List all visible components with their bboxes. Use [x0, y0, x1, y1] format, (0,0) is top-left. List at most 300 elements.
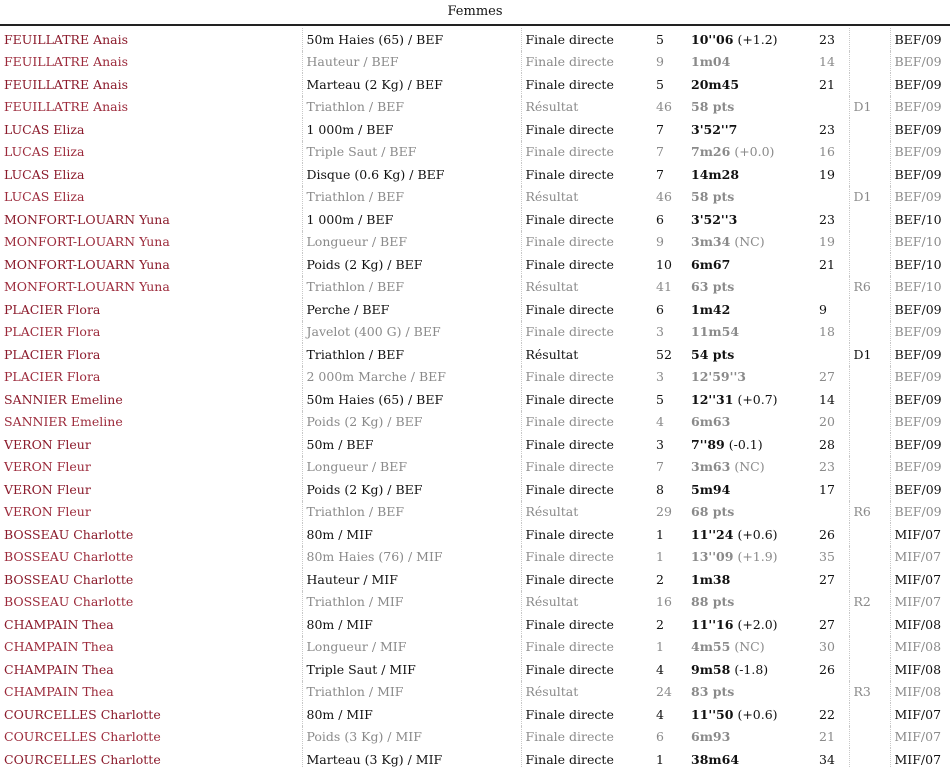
points-cell	[815, 681, 849, 704]
level-cell	[849, 163, 890, 186]
table-row	[0, 186, 950, 209]
round-cell: Résultat	[525, 504, 579, 520]
performance-cell	[687, 501, 815, 524]
athlete-name-link[interactable]: LUCAS Eliza	[0, 186, 302, 209]
place-cell: 6	[656, 301, 664, 317]
table-row	[0, 141, 950, 164]
round-cell: Résultat	[525, 594, 579, 610]
points-cell: 27	[815, 568, 849, 591]
event-cell: Triathlon / MIF	[302, 681, 521, 704]
event-cell: Triathlon / BEF	[302, 276, 521, 299]
round-cell: Finale directe	[525, 121, 614, 137]
place-cell: 4	[656, 661, 664, 677]
place-cell: 29	[656, 504, 672, 520]
round-cell: Finale directe	[525, 549, 614, 565]
performance-cell	[687, 231, 815, 254]
event-cell: Triathlon / BEF	[302, 501, 521, 524]
results-body	[0, 28, 950, 768]
level-cell: D1	[849, 186, 890, 209]
points-cell: 27	[815, 366, 849, 389]
event-cell: Triathlon / MIF	[302, 591, 521, 614]
event-cell: Marteau (2 Kg) / BEF	[302, 73, 521, 96]
category-cell: MIF/08	[894, 616, 942, 632]
performance-cell	[687, 478, 815, 501]
level-cell	[849, 456, 890, 479]
performance-value: 3m63	[691, 459, 731, 475]
level-cell	[849, 253, 890, 276]
performance-cell	[687, 636, 815, 659]
table-row	[0, 343, 950, 366]
round-cell: Finale directe	[525, 706, 614, 722]
performance-value: 58 pts	[691, 99, 735, 115]
table-row	[0, 366, 950, 389]
athlete-name-link[interactable]: BOSSEAU Charlotte	[0, 546, 302, 569]
category-cell: BEF/10	[894, 211, 942, 227]
round-cell: Finale directe	[525, 414, 614, 430]
performance-cell	[687, 141, 815, 164]
level-cell: D1	[849, 343, 890, 366]
athlete-name-link[interactable]: PLACIER Flora	[0, 298, 302, 321]
athlete-name-link[interactable]: MONFORT-LOUARN Yuna	[0, 276, 302, 299]
category-cell: MIF/07	[894, 706, 942, 722]
athlete-name-link[interactable]: PLACIER Flora	[0, 321, 302, 344]
athlete-name-link[interactable]: CHAMPAIN Thea	[0, 681, 302, 704]
wind-value: (+0.6)	[737, 526, 778, 542]
performance-value: 38m64	[691, 751, 740, 767]
place-cell: 6	[656, 729, 664, 745]
level-cell	[849, 658, 890, 681]
points-cell: 26	[815, 523, 849, 546]
category-cell: BEF/09	[894, 414, 942, 430]
level-cell	[849, 546, 890, 569]
performance-cell	[687, 51, 815, 74]
place-cell: 5	[656, 76, 664, 92]
place-cell: 5	[656, 391, 664, 407]
category-cell: BEF/09	[894, 459, 942, 475]
category-cell: MIF/07	[894, 549, 942, 565]
points-cell: 19	[815, 163, 849, 186]
points-cell: 23	[815, 208, 849, 231]
wind-value: (-0.1)	[728, 436, 763, 452]
category-cell: BEF/09	[894, 76, 942, 92]
athlete-name-link[interactable]: SANNIER Emeline	[0, 411, 302, 434]
performance-cell	[687, 28, 815, 51]
round-cell: Finale directe	[525, 166, 614, 182]
category-cell: MIF/07	[894, 526, 942, 542]
athlete-name-link[interactable]: MONFORT-LOUARN Yuna	[0, 253, 302, 276]
table-row	[0, 163, 950, 186]
results-table	[0, 28, 950, 768]
level-cell	[849, 523, 890, 546]
performance-cell	[687, 118, 815, 141]
level-cell	[849, 298, 890, 321]
performance-value: 7m26	[691, 144, 731, 160]
athlete-name-link[interactable]: PLACIER Flora	[0, 343, 302, 366]
performance-cell	[687, 726, 815, 749]
performance-cell	[687, 523, 815, 546]
performance-value: 12'59''3	[691, 369, 746, 385]
round-cell: Finale directe	[525, 571, 614, 587]
table-row	[0, 96, 950, 119]
round-cell: Finale directe	[525, 526, 614, 542]
event-cell: Triple Saut / MIF	[302, 658, 521, 681]
level-cell	[849, 366, 890, 389]
wind-value: (-1.8)	[734, 661, 769, 677]
event-cell: 50m / BEF	[302, 433, 521, 456]
place-cell: 16	[656, 594, 672, 610]
points-cell: 23	[815, 456, 849, 479]
athlete-name-link[interactable]: SANNIER Emeline	[0, 388, 302, 411]
table-row	[0, 208, 950, 231]
place-cell: 46	[656, 99, 672, 115]
wind-value: (+1.2)	[737, 31, 778, 47]
level-cell	[849, 636, 890, 659]
performance-value: 11''24	[691, 526, 734, 542]
wind-value: (NC)	[734, 459, 765, 475]
points-cell: 17	[815, 478, 849, 501]
table-row	[0, 703, 950, 726]
level-cell	[849, 433, 890, 456]
performance-value: 6m67	[691, 256, 731, 272]
table-row	[0, 28, 950, 51]
place-cell: 5	[656, 31, 664, 47]
event-cell: Poids (3 Kg) / MIF	[302, 726, 521, 749]
points-cell	[815, 501, 849, 524]
athlete-name-link[interactable]: FEUILLATRE Anais	[0, 73, 302, 96]
round-cell: Finale directe	[525, 256, 614, 272]
performance-value: 12''31	[691, 391, 734, 407]
place-cell: 7	[656, 144, 664, 160]
table-row	[0, 636, 950, 659]
athlete-name-link[interactable]: FEUILLATRE Anais	[0, 96, 302, 119]
table-row	[0, 411, 950, 434]
event-cell: Poids (2 Kg) / BEF	[302, 411, 521, 434]
athlete-name-link[interactable]: FEUILLATRE Anais	[0, 28, 302, 51]
table-row	[0, 501, 950, 524]
round-cell: Finale directe	[525, 729, 614, 745]
performance-cell	[687, 681, 815, 704]
performance-value: 5m94	[691, 481, 731, 497]
athlete-name-link[interactable]: VERON Fleur	[0, 433, 302, 456]
performance-cell	[687, 658, 815, 681]
table-row	[0, 118, 950, 141]
points-cell	[815, 96, 849, 119]
place-cell: 8	[656, 481, 664, 497]
category-cell: MIF/08	[894, 661, 942, 677]
round-cell: Finale directe	[525, 211, 614, 227]
round-cell: Finale directe	[525, 324, 614, 340]
place-cell: 1	[656, 751, 664, 767]
level-cell	[849, 51, 890, 74]
wind-value: (NC)	[734, 639, 765, 655]
wind-value: (+1.9)	[737, 549, 778, 565]
category-cell: BEF/09	[894, 436, 942, 452]
round-cell: Finale directe	[525, 436, 614, 452]
performance-cell	[687, 186, 815, 209]
wind-value: (+2.0)	[737, 616, 778, 632]
category-cell: BEF/09	[894, 504, 942, 520]
performance-value: 1m42	[691, 301, 731, 317]
table-row	[0, 478, 950, 501]
level-cell: D1	[849, 96, 890, 119]
round-cell: Finale directe	[525, 144, 614, 160]
performance-cell	[687, 321, 815, 344]
place-cell: 3	[656, 369, 664, 385]
level-cell: R6	[849, 501, 890, 524]
category-cell: BEF/09	[894, 346, 942, 362]
performance-value: 1m38	[691, 571, 731, 587]
round-cell: Finale directe	[525, 751, 614, 767]
category-cell: BEF/09	[894, 301, 942, 317]
table-row	[0, 276, 950, 299]
round-cell: Finale directe	[525, 616, 614, 632]
event-cell: 1 000m / BEF	[302, 208, 521, 231]
wind-value: (NC)	[734, 234, 765, 250]
category-cell: BEF/09	[894, 391, 942, 407]
event-cell: Longueur / BEF	[302, 456, 521, 479]
category-cell: MIF/07	[894, 751, 942, 767]
points-cell: 23	[815, 118, 849, 141]
level-cell	[849, 141, 890, 164]
points-cell: 14	[815, 388, 849, 411]
table-row	[0, 591, 950, 614]
points-cell: 9	[815, 298, 849, 321]
round-cell: Finale directe	[525, 76, 614, 92]
category-cell: BEF/09	[894, 121, 942, 137]
performance-value: 6m63	[691, 414, 731, 430]
level-cell	[849, 478, 890, 501]
wind-value: (+0.6)	[737, 706, 778, 722]
round-cell: Finale directe	[525, 661, 614, 677]
points-cell: 20	[815, 411, 849, 434]
points-cell: 21	[815, 726, 849, 749]
level-cell	[849, 388, 890, 411]
event-cell: Hauteur / MIF	[302, 568, 521, 591]
table-row	[0, 253, 950, 276]
round-cell: Résultat	[525, 346, 579, 362]
performance-value: 54 pts	[691, 346, 735, 362]
performance-cell	[687, 591, 815, 614]
performance-cell	[687, 568, 815, 591]
level-cell	[849, 703, 890, 726]
table-row	[0, 658, 950, 681]
performance-cell	[687, 613, 815, 636]
category-cell: BEF/09	[894, 166, 942, 182]
performance-value: 3'52''7	[691, 121, 738, 137]
event-cell: 50m Haies (65) / BEF	[302, 388, 521, 411]
event-cell: Triathlon / BEF	[302, 343, 521, 366]
section-title: Femmes	[0, 0, 950, 26]
athlete-name-link[interactable]: LUCAS Eliza	[0, 163, 302, 186]
event-cell: 80m / MIF	[302, 523, 521, 546]
event-cell: 80m Haies (76) / MIF	[302, 546, 521, 569]
event-cell: Javelot (400 G) / BEF	[302, 321, 521, 344]
level-cell	[849, 321, 890, 344]
round-cell: Résultat	[525, 279, 579, 295]
round-cell: Finale directe	[525, 301, 614, 317]
round-cell: Finale directe	[525, 234, 614, 250]
place-cell: 10	[656, 256, 672, 272]
table-row	[0, 73, 950, 96]
category-cell: MIF/07	[894, 729, 942, 745]
points-cell: 34	[815, 748, 849, 768]
performance-value: 1m04	[691, 54, 731, 70]
points-cell: 30	[815, 636, 849, 659]
table-row	[0, 321, 950, 344]
points-cell	[815, 186, 849, 209]
performance-value: 4m55	[691, 639, 731, 655]
performance-value: 20m45	[691, 76, 740, 92]
event-cell: Marteau (3 Kg) / MIF	[302, 748, 521, 768]
performance-value: 10''06	[691, 31, 734, 47]
round-cell: Finale directe	[525, 481, 614, 497]
athlete-name-link[interactable]: MONFORT-LOUARN Yuna	[0, 208, 302, 231]
athlete-name-link[interactable]: BOSSEAU Charlotte	[0, 523, 302, 546]
event-cell: Poids (2 Kg) / BEF	[302, 478, 521, 501]
category-cell: BEF/09	[894, 189, 942, 205]
performance-value: 11''16	[691, 616, 734, 632]
athlete-name-link[interactable]: BOSSEAU Charlotte	[0, 568, 302, 591]
place-cell: 24	[656, 684, 672, 700]
performance-value: 3'52''3	[691, 211, 738, 227]
place-cell: 6	[656, 211, 664, 227]
table-row	[0, 613, 950, 636]
athlete-name-link[interactable]: LUCAS Eliza	[0, 141, 302, 164]
performance-value: 6m93	[691, 729, 731, 745]
athlete-name-link[interactable]: MONFORT-LOUARN Yuna	[0, 231, 302, 254]
performance-cell	[687, 388, 815, 411]
athlete-name-link[interactable]: COURCELLES Charlotte	[0, 703, 302, 726]
event-cell: 80m / MIF	[302, 613, 521, 636]
performance-cell	[687, 208, 815, 231]
category-cell: BEF/09	[894, 54, 942, 70]
level-cell: R6	[849, 276, 890, 299]
wind-value: (+0.0)	[734, 144, 775, 160]
place-cell: 1	[656, 639, 664, 655]
level-cell	[849, 208, 890, 231]
points-cell: 16	[815, 141, 849, 164]
event-cell: 2 000m Marche / BEF	[302, 366, 521, 389]
event-cell: Triathlon / BEF	[302, 96, 521, 119]
category-cell: BEF/10	[894, 234, 942, 250]
event-cell: 50m Haies (65) / BEF	[302, 28, 521, 51]
performance-cell	[687, 433, 815, 456]
table-row	[0, 298, 950, 321]
performance-cell	[687, 343, 815, 366]
performance-value: 83 pts	[691, 684, 735, 700]
event-cell: 80m / MIF	[302, 703, 521, 726]
points-cell	[815, 276, 849, 299]
points-cell	[815, 343, 849, 366]
performance-value: 58 pts	[691, 189, 735, 205]
category-cell: MIF/08	[894, 684, 942, 700]
place-cell: 2	[656, 571, 664, 587]
category-cell: BEF/10	[894, 279, 942, 295]
table-row	[0, 456, 950, 479]
athlete-name-link[interactable]: PLACIER Flora	[0, 366, 302, 389]
place-cell: 3	[656, 436, 664, 452]
level-cell	[849, 613, 890, 636]
athlete-name-link[interactable]: CHAMPAIN Thea	[0, 658, 302, 681]
level-cell	[849, 568, 890, 591]
points-cell: 21	[815, 253, 849, 276]
level-cell	[849, 726, 890, 749]
performance-cell	[687, 703, 815, 726]
table-row	[0, 231, 950, 254]
athlete-name-link[interactable]: BOSSEAU Charlotte	[0, 591, 302, 614]
place-cell: 7	[656, 121, 664, 137]
place-cell: 4	[656, 414, 664, 430]
performance-value: 3m34	[691, 234, 731, 250]
event-cell: 1 000m / BEF	[302, 118, 521, 141]
points-cell: 35	[815, 546, 849, 569]
place-cell: 7	[656, 166, 664, 182]
athlete-name-link[interactable]: VERON Fleur	[0, 456, 302, 479]
place-cell: 7	[656, 459, 664, 475]
level-cell	[849, 231, 890, 254]
level-cell	[849, 73, 890, 96]
level-cell: R3	[849, 681, 890, 704]
event-cell: Poids (2 Kg) / BEF	[302, 253, 521, 276]
performance-value: 11''50	[691, 706, 734, 722]
performance-cell	[687, 163, 815, 186]
category-cell: BEF/09	[894, 324, 942, 340]
category-cell: BEF/09	[894, 481, 942, 497]
athlete-name-link[interactable]: CHAMPAIN Thea	[0, 636, 302, 659]
place-cell: 2	[656, 616, 664, 632]
performance-value: 14m28	[691, 166, 740, 182]
performance-cell	[687, 411, 815, 434]
category-cell: BEF/10	[894, 256, 942, 272]
table-row	[0, 388, 950, 411]
performance-cell	[687, 73, 815, 96]
round-cell: Résultat	[525, 99, 579, 115]
athlete-name-link[interactable]: LUCAS Eliza	[0, 118, 302, 141]
athlete-name-link[interactable]: COURCELLES Charlotte	[0, 748, 302, 768]
category-cell: MIF/07	[894, 594, 942, 610]
points-cell: 18	[815, 321, 849, 344]
level-cell: R2	[849, 591, 890, 614]
athlete-name-link[interactable]: VERON Fleur	[0, 501, 302, 524]
performance-cell	[687, 253, 815, 276]
category-cell: BEF/09	[894, 144, 942, 160]
points-cell: 26	[815, 658, 849, 681]
wind-value: (+0.7)	[737, 391, 778, 407]
level-cell	[849, 118, 890, 141]
place-cell: 1	[656, 526, 664, 542]
performance-value: 7''89	[691, 436, 725, 452]
points-cell	[815, 591, 849, 614]
performance-cell	[687, 96, 815, 119]
athlete-name-link[interactable]: CHAMPAIN Thea	[0, 613, 302, 636]
level-cell	[849, 411, 890, 434]
athlete-name-link[interactable]: FEUILLATRE Anais	[0, 51, 302, 74]
athlete-name-link[interactable]: COURCELLES Charlotte	[0, 726, 302, 749]
performance-cell	[687, 748, 815, 768]
table-row	[0, 433, 950, 456]
points-cell: 22	[815, 703, 849, 726]
place-cell: 52	[656, 346, 672, 362]
performance-value: 9m58	[691, 661, 731, 677]
athlete-name-link[interactable]: VERON Fleur	[0, 478, 302, 501]
points-cell: 21	[815, 73, 849, 96]
table-row	[0, 523, 950, 546]
category-cell: MIF/08	[894, 639, 942, 655]
performance-value: 68 pts	[691, 504, 735, 520]
performance-value: 88 pts	[691, 594, 735, 610]
points-cell: 23	[815, 28, 849, 51]
round-cell: Finale directe	[525, 639, 614, 655]
